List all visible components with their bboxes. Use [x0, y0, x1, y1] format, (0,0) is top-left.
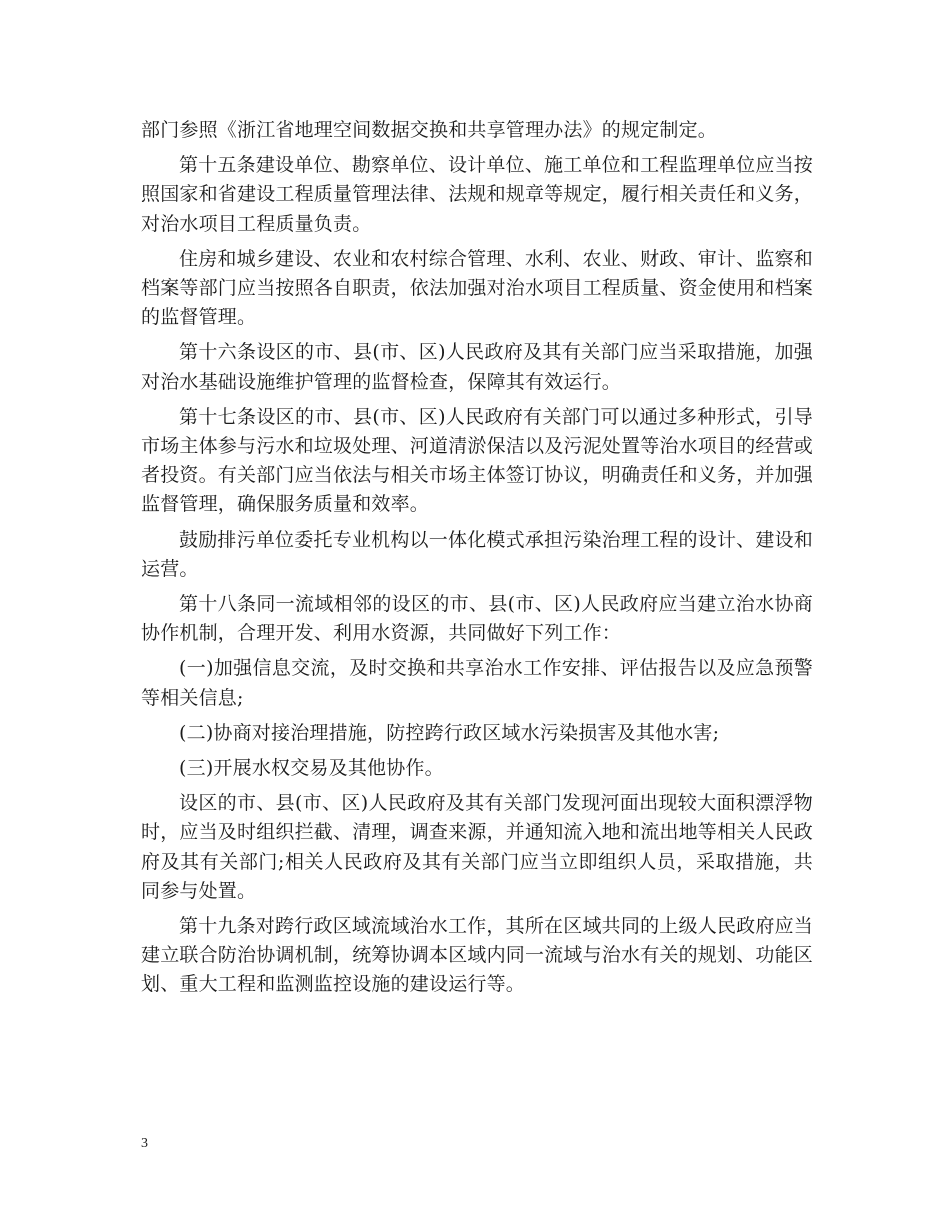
- paragraph: 住房和城乡建设、农业和农村综合管理、水利、农业、财政、审计、监察和档案等部门应当按照各自职责，依法加强对治水项目工程质量、资金使用和档案的监督管理。: [141, 247, 814, 329]
- paragraph: (一)加强信息交流，及时交换和共享治水工作安排、评估报告以及应急预警等相关信息;: [141, 657, 813, 709]
- paragraph: (二)协商对接治理措施，防控跨行政区域水污染损害及其他水害;: [179, 721, 720, 744]
- paragraph: 第十五条建设单位、勘察单位、设计单位、施工单位和工程监理单位应当按照国家和省建设工程质量管理法律、法规和规章等规定，履行相关责任和义务，对治水项目工程质量负责。: [141, 154, 814, 235]
- paragraph: 设区的市、县(市、区)人民政府及其有关部门发现河面出现较大面积漂浮物时，应当及时组织拦截、清理，调查来源，并通知流入地和流出地等相关人民政府及其有关部门;相关人民政府及其有关部门应当立即组织人员，采取措施，共同参与处置。: [141, 792, 814, 902]
- page-number: 3: [141, 1136, 148, 1151]
- paragraph: (三)开展水权交易及其他协作。: [179, 757, 444, 780]
- paragraph: 第十六条设区的市、县(市、区)人民政府及其有关部门应当采取措施，加强对治水基础设施维护管理的监督检查，保障其有效运行。: [141, 341, 813, 393]
- paragraph: 第十九条对跨行政区域流域治水工作，其所在区域共同的上级人民政府应当建立联合防治协调机制，统筹协调本区域内同一流域与治水有关的规划、功能区划、重大工程和监测监控设施的建设运行等。: [141, 915, 814, 996]
- paragraph: 第十八条同一流域相邻的设区的市、县(市、区)人民政府应当建立治水协商协作机制，合理开发、利用水资源，共同做好下列工作：: [141, 593, 813, 645]
- paragraph: 第十七条设区的市、县(市、区)人民政府有关部门可以通过多种形式，引导市场主体参与污水和垃圾处理、河道清淤保洁以及污泥处置等治水项目的经营或者投资。有关部门应当依法与相关市场主体签订协议，明确责任和义务，并加强监督管理，确保服务质量和效率。: [141, 405, 814, 516]
- paragraph: 部门参照《浙江省地理空间数据交换和共享管理办法》的规定制定。: [141, 119, 718, 141]
- paragraph: 鼓励排污单位委托专业机构以一体化模式承担污染治理工程的设计、建设和运营。: [141, 528, 813, 580]
- document-body: [141, 116, 813, 1006]
